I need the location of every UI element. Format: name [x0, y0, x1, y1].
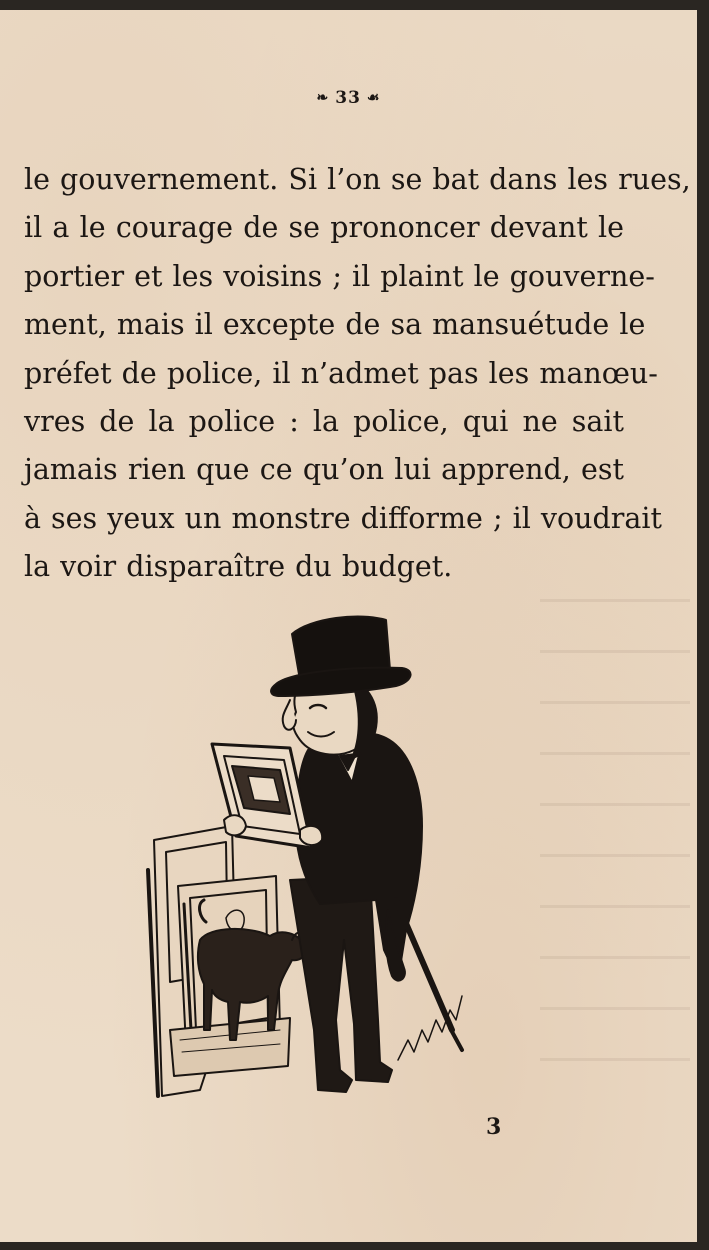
body-paragraph [24, 156, 691, 592]
text-line: à ses yeux un monstre difforme ; il voudrait [24, 501, 662, 535]
page-number: 33 [335, 88, 361, 108]
book-page [0, 10, 697, 1242]
text-line: préfet de police, il n’admet pas les manœu- [24, 356, 658, 390]
text-line: le gouvernement. Si l’on se bat dans les rues, [24, 163, 691, 196]
text-line: portier et les voisins ; il plaint le gouverne- [24, 259, 655, 293]
text-line: il a le courage de se prononcer devant le [24, 211, 624, 245]
right-ornament-icon: ☙ [366, 90, 381, 106]
left-ornament-icon: ❧ [316, 90, 330, 106]
text-line: vres de la police : la police, qui ne sait [24, 405, 624, 439]
text-line: la voir disparaître du budget. [24, 550, 453, 584]
text-line: ment, mais il excepte de sa mansuétude le [24, 308, 646, 342]
top-hat-icon [271, 616, 410, 696]
text-line: jamais rien que ce qu’on lui apprend, est [24, 453, 624, 487]
running-header [0, 88, 697, 108]
signature-mark: 3 [486, 1114, 502, 1140]
show-through-text [540, 555, 690, 1075]
engraving-illustration [140, 600, 480, 1100]
